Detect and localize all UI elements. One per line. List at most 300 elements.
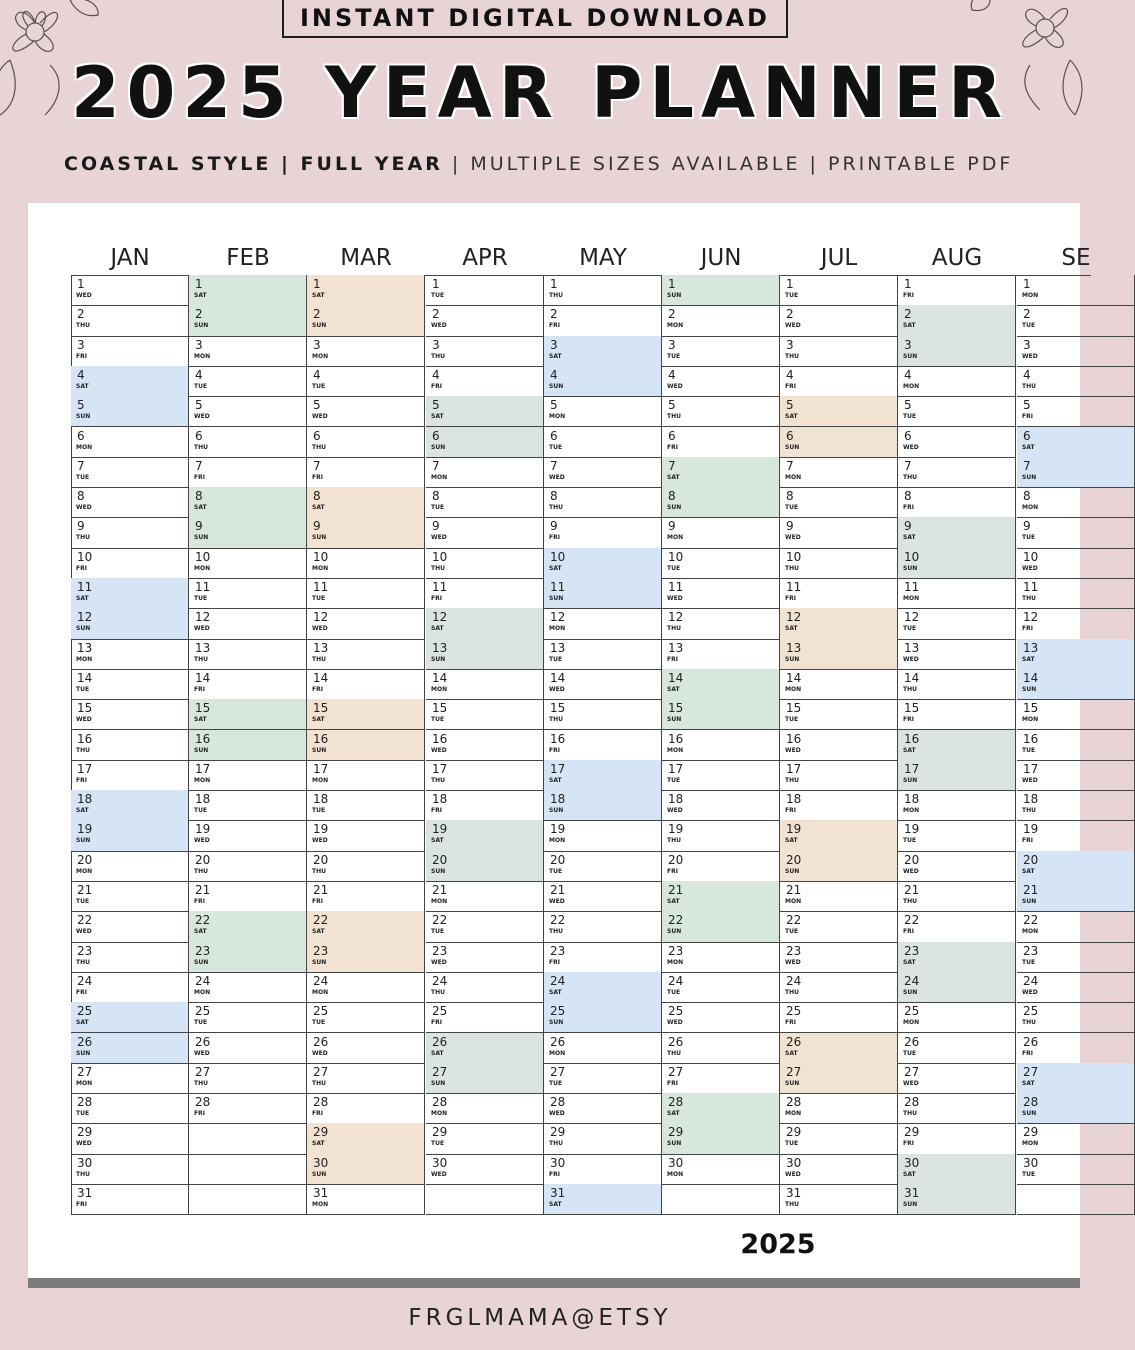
weekday-label: WED	[312, 625, 328, 633]
weekday-label: SAT	[549, 776, 562, 784]
weekday-label: FRI	[785, 1019, 796, 1027]
weekday-label: TUE	[431, 1140, 445, 1148]
weekday-label: THU	[312, 867, 326, 875]
weekday-label: FRI	[431, 1019, 442, 1027]
weekday-label: FRI	[312, 473, 323, 481]
day-cell	[544, 578, 662, 609]
weekday-label: WED	[785, 958, 801, 966]
day-cell	[426, 517, 544, 548]
weekday-label: TUE	[76, 473, 90, 481]
day-cell	[780, 942, 898, 973]
day-cell	[544, 608, 662, 639]
day-number: 30	[786, 1155, 802, 1170]
day-cell	[780, 578, 898, 609]
day-number: 2	[550, 307, 558, 322]
day-number: 8	[1023, 489, 1031, 504]
day-cell	[780, 669, 898, 700]
day-cell	[189, 427, 307, 458]
day-number: 31	[313, 1186, 329, 1200]
weekday-label: SUN	[785, 655, 800, 663]
weekday-label: THU	[194, 1079, 208, 1087]
day-cell	[898, 578, 1016, 609]
day-number: 14	[904, 670, 920, 685]
month-header-apr: APR	[462, 245, 508, 271]
weekday-label: FRI	[312, 898, 323, 905]
day-number: 29	[1023, 1125, 1039, 1140]
day-cell	[780, 366, 898, 397]
day-number: 9	[904, 519, 912, 534]
day-cell	[307, 942, 425, 973]
weekday-label: SUN	[431, 443, 446, 451]
day-number: 16	[668, 731, 684, 746]
day-cell	[71, 487, 189, 518]
day-cell	[544, 1002, 662, 1033]
weekday-label: THU	[549, 928, 563, 936]
day-cell	[1017, 275, 1135, 306]
day-cell	[898, 487, 1016, 518]
day-cell	[780, 1002, 898, 1033]
day-number: 19	[550, 822, 566, 837]
subtitle-details: | MULTIPLE SIZES AVAILABLE | PRINTABLE PDF	[442, 153, 1014, 175]
day-number: 10	[432, 549, 448, 564]
weekday-label: SAT	[76, 1019, 89, 1027]
weekday-label: WED	[312, 1049, 328, 1057]
weekday-label: SUN	[667, 716, 682, 724]
day-number: 7	[668, 458, 676, 473]
weekday-label: TUE	[667, 564, 681, 572]
day-cell	[307, 1184, 425, 1215]
day-number: 10	[77, 549, 93, 564]
day-number: 16	[1023, 731, 1039, 746]
day-cell	[1017, 1033, 1135, 1064]
day-number: 2	[77, 307, 85, 322]
day-number: 18	[1023, 792, 1039, 807]
weekday-label: MON	[903, 1019, 920, 1027]
weekday-label: MON	[549, 1049, 566, 1057]
day-number: 3	[1023, 337, 1031, 352]
day-number: 5	[668, 398, 676, 413]
day-cell	[662, 790, 780, 821]
day-cell	[544, 396, 662, 427]
day-cell	[71, 578, 189, 609]
weekday-label: TUE	[903, 625, 917, 633]
day-number: 26	[786, 1034, 802, 1049]
day-cell	[544, 942, 662, 973]
day-cell	[1017, 396, 1135, 427]
weekday-label: TUE	[785, 716, 799, 724]
day-number: 14	[550, 670, 566, 685]
day-number: 2	[432, 307, 440, 322]
weekday-label: WED	[194, 625, 210, 633]
day-cell	[71, 548, 189, 579]
day-number: 27	[77, 1064, 93, 1079]
day-number: 28	[1023, 1095, 1039, 1110]
day-number: 27	[1023, 1064, 1039, 1079]
day-cell	[1017, 1154, 1135, 1185]
day-cell	[189, 881, 307, 912]
day-number: 8	[904, 489, 912, 504]
day-cell	[544, 760, 662, 791]
day-cell	[189, 730, 307, 761]
day-cell	[1017, 699, 1135, 730]
day-cell	[71, 608, 189, 639]
weekday-label: FRI	[549, 958, 560, 966]
day-cell	[71, 790, 189, 821]
day-number: 26	[432, 1034, 448, 1049]
day-cell	[898, 1033, 1016, 1064]
weekday-label: WED	[431, 1170, 447, 1178]
day-number: 4	[313, 367, 321, 382]
day-number: 15	[432, 701, 448, 716]
day-number: 22	[313, 913, 329, 928]
weekday-label: WED	[549, 685, 565, 693]
weekday-label: WED	[903, 655, 919, 663]
weekday-label: WED	[312, 837, 328, 845]
day-number: 11	[904, 580, 920, 594]
day-number: 24	[550, 973, 566, 988]
weekday-label: MON	[549, 625, 566, 633]
sheet-shadow	[28, 1278, 1080, 1288]
weekday-label: TUE	[312, 1019, 326, 1027]
day-cell	[544, 517, 662, 548]
weekday-label: THU	[1022, 595, 1036, 602]
weekday-label: THU	[1022, 1019, 1036, 1027]
day-number: 9	[550, 519, 558, 534]
day-cell	[544, 366, 662, 397]
day-number: 20	[904, 852, 920, 867]
weekday-label: SAT	[194, 504, 207, 512]
day-cell	[898, 366, 1016, 397]
weekday-label: THU	[903, 898, 917, 905]
day-cell	[189, 639, 307, 670]
day-cell	[307, 517, 425, 548]
weekday-label: THU	[312, 1079, 326, 1087]
weekday-label: SUN	[431, 655, 446, 663]
day-number: 3	[195, 337, 203, 352]
day-cell	[898, 517, 1016, 548]
day-cell	[426, 1033, 544, 1064]
day-cell	[780, 608, 898, 639]
day-cell	[307, 972, 425, 1003]
day-cell	[544, 275, 662, 306]
day-cell	[189, 366, 307, 397]
weekday-label: SUN	[903, 988, 918, 996]
weekday-label: TUE	[785, 928, 799, 936]
weekday-label: WED	[1022, 988, 1038, 996]
weekday-label: TUE	[1022, 746, 1036, 754]
day-number: 13	[1023, 640, 1039, 655]
day-number: 21	[77, 883, 93, 897]
day-cell	[780, 336, 898, 367]
day-number: 24	[77, 973, 93, 988]
day-number: 21	[1023, 883, 1039, 897]
day-cell	[662, 275, 780, 306]
day-number: 24	[1023, 973, 1039, 988]
day-cell	[189, 457, 307, 488]
weekday-label: SUN	[194, 958, 209, 966]
weekday-label: WED	[194, 837, 210, 845]
day-cell	[662, 760, 780, 791]
subtitle-style: COASTAL STYLE | FULL YEAR	[64, 153, 443, 175]
weekday-label: MON	[1022, 292, 1039, 299]
weekday-label: TUE	[194, 1019, 208, 1027]
day-number: 4	[77, 367, 85, 382]
weekday-label: SAT	[431, 625, 444, 633]
day-number: 24	[786, 973, 802, 988]
day-number: 4	[668, 367, 676, 382]
day-number: 14	[786, 670, 802, 685]
weekday-label: MON	[1022, 928, 1039, 936]
day-cell	[780, 548, 898, 579]
day-number: 7	[550, 458, 558, 473]
day-number: 2	[1023, 307, 1031, 322]
weekday-label: WED	[903, 867, 919, 875]
day-number: 28	[313, 1095, 329, 1110]
weekday-label: TUE	[1022, 1170, 1036, 1178]
weekday-label: TUE	[785, 292, 799, 299]
weekday-label: SAT	[903, 1170, 916, 1178]
weekday-label: TUE	[549, 443, 563, 451]
day-cell	[1017, 305, 1135, 336]
day-cell	[71, 1184, 189, 1215]
day-number: 28	[786, 1095, 802, 1110]
weekday-label: SUN	[1022, 1110, 1037, 1118]
weekday-label: TUE	[76, 898, 90, 905]
day-cell	[71, 669, 189, 700]
weekday-label: SAT	[549, 352, 562, 360]
weekday-label: SUN	[76, 1049, 91, 1057]
day-cell	[662, 457, 780, 488]
day-number: 14	[668, 670, 684, 685]
day-cell	[662, 1063, 780, 1094]
day-cell	[71, 972, 189, 1003]
weekday-label: WED	[785, 534, 801, 542]
day-number: 4	[195, 367, 203, 382]
day-number: 1	[432, 277, 440, 291]
day-number: 10	[668, 549, 684, 564]
day-number: 31	[550, 1186, 566, 1200]
day-number: 16	[432, 731, 448, 746]
day-number: 26	[195, 1034, 211, 1049]
day-cell	[1017, 881, 1135, 912]
day-cell	[189, 699, 307, 730]
day-cell	[307, 578, 425, 609]
weekday-label: THU	[785, 776, 799, 784]
day-cell	[780, 1154, 898, 1185]
day-number: 8	[195, 489, 203, 504]
day-number: 9	[1023, 519, 1031, 534]
day-number: 12	[313, 610, 329, 625]
day-number: 9	[432, 519, 440, 534]
weekday-label: SUN	[312, 746, 327, 754]
weekday-label: MON	[785, 473, 802, 481]
weekday-label: SUN	[903, 352, 918, 360]
weekday-label: TUE	[903, 837, 917, 845]
month-header-aug: AUG	[931, 245, 983, 271]
day-number: 25	[668, 1004, 684, 1019]
day-number: 15	[904, 701, 920, 716]
day-cell	[1017, 578, 1135, 609]
weekday-label: THU	[431, 776, 445, 784]
weekday-label: SUN	[549, 1019, 564, 1027]
weekday-label: SUN	[785, 867, 800, 875]
weekday-label: MON	[431, 473, 448, 481]
weekday-label: WED	[431, 746, 447, 754]
day-number: 11	[313, 580, 329, 594]
day-number: 21	[786, 883, 802, 897]
weekday-label: SAT	[549, 564, 562, 572]
day-cell	[426, 548, 544, 579]
weekday-label: FRI	[431, 595, 442, 602]
day-number: 20	[77, 852, 93, 867]
day-number: 12	[786, 610, 802, 625]
weekday-label: SAT	[1022, 655, 1035, 663]
weekday-label: SUN	[194, 534, 209, 542]
day-cell	[71, 881, 189, 912]
weekday-label: WED	[549, 898, 565, 905]
weekday-label: MON	[785, 685, 802, 693]
weekday-label: FRI	[431, 382, 442, 390]
day-number: 15	[786, 701, 802, 716]
day-cell	[1017, 669, 1135, 700]
empty-day-cell	[189, 1123, 307, 1154]
weekday-label: MON	[194, 352, 211, 360]
day-cell	[544, 1184, 662, 1215]
day-number: 16	[313, 731, 329, 746]
weekday-label: WED	[667, 807, 683, 815]
day-cell	[426, 790, 544, 821]
day-number: 21	[432, 883, 448, 897]
day-cell	[426, 820, 544, 851]
day-cell	[662, 699, 780, 730]
weekday-label: FRI	[76, 1201, 87, 1208]
day-cell	[426, 305, 544, 336]
weekday-label: MON	[76, 655, 93, 663]
weekday-label: TUE	[312, 595, 326, 602]
day-number: 30	[550, 1155, 566, 1170]
day-number: 21	[904, 883, 920, 897]
weekday-label: SUN	[1022, 473, 1037, 481]
weekday-label: FRI	[549, 534, 560, 542]
day-cell	[1017, 851, 1135, 882]
weekday-label: SAT	[431, 1049, 444, 1057]
weekday-label: THU	[903, 473, 917, 481]
weekday-label: SUN	[785, 443, 800, 451]
day-number: 17	[432, 761, 448, 776]
day-cell	[780, 1063, 898, 1094]
weekday-label: TUE	[667, 988, 681, 996]
weekday-label: WED	[667, 1019, 683, 1027]
weekday-label: MON	[785, 898, 802, 905]
day-number: 25	[77, 1004, 93, 1019]
weekday-label: THU	[549, 292, 563, 299]
day-number: 4	[786, 367, 794, 382]
day-cell	[544, 1123, 662, 1154]
weekday-label: WED	[312, 413, 328, 421]
weekday-label: WED	[785, 746, 801, 754]
day-number: 5	[77, 398, 85, 413]
day-cell	[189, 517, 307, 548]
day-cell	[426, 396, 544, 427]
day-number: 16	[550, 731, 566, 746]
weekday-label: FRI	[667, 443, 678, 451]
day-number: 4	[550, 367, 558, 382]
day-number: 25	[786, 1004, 802, 1019]
day-cell	[662, 911, 780, 942]
day-number: 22	[432, 913, 448, 928]
day-cell	[307, 1033, 425, 1064]
day-number: 25	[195, 1004, 211, 1019]
weekday-label: WED	[1022, 352, 1038, 360]
day-number: 18	[77, 792, 93, 807]
day-number: 19	[77, 822, 93, 837]
weekday-label: THU	[1022, 807, 1036, 815]
weekday-label: THU	[785, 988, 799, 996]
weekday-label: FRI	[785, 807, 796, 815]
weekday-label: TUE	[549, 655, 563, 663]
day-cell	[189, 548, 307, 579]
planner-year-label: 2025	[740, 1229, 816, 1260]
weekday-label: THU	[194, 655, 208, 663]
day-number: 6	[432, 428, 440, 443]
day-cell	[189, 578, 307, 609]
day-cell	[307, 487, 425, 518]
day-number: 12	[1023, 610, 1039, 625]
weekday-label: THU	[312, 655, 326, 663]
day-cell	[898, 942, 1016, 973]
day-number: 6	[313, 428, 321, 443]
day-cell	[544, 1033, 662, 1064]
day-cell	[780, 1123, 898, 1154]
day-cell	[71, 275, 189, 306]
planner-grid	[28, 203, 1091, 1280]
weekday-label: FRI	[667, 655, 678, 663]
day-number: 11	[432, 580, 448, 594]
day-cell	[898, 790, 1016, 821]
day-cell	[426, 1063, 544, 1094]
day-cell	[780, 1033, 898, 1064]
day-cell	[189, 1093, 307, 1124]
day-number: 21	[550, 883, 566, 897]
day-cell	[780, 396, 898, 427]
day-number: 8	[550, 489, 558, 504]
weekday-label: FRI	[1022, 413, 1033, 421]
day-number: 2	[195, 307, 203, 322]
day-number: 20	[432, 852, 448, 867]
day-number: 17	[195, 761, 211, 776]
day-cell	[426, 487, 544, 518]
weekday-label: THU	[194, 867, 208, 875]
day-number: 4	[1023, 367, 1031, 382]
day-number: 27	[550, 1064, 566, 1079]
day-number: 22	[77, 913, 93, 928]
weekday-label: FRI	[194, 898, 205, 905]
day-cell	[71, 1093, 189, 1124]
weekday-label: THU	[76, 322, 90, 330]
weekday-label: THU	[1022, 382, 1036, 390]
day-number: 22	[904, 913, 920, 928]
day-number: 12	[904, 610, 920, 625]
weekday-label: SUN	[312, 534, 327, 542]
weekday-label: MON	[667, 534, 684, 542]
weekday-label: WED	[785, 1170, 801, 1178]
weekday-label: MON	[903, 595, 920, 602]
day-cell	[780, 639, 898, 670]
weekday-label: THU	[431, 352, 445, 360]
day-cell	[1017, 336, 1135, 367]
page-title: 2025 YEAR PLANNER	[70, 52, 1010, 134]
weekday-label: WED	[76, 1140, 92, 1148]
